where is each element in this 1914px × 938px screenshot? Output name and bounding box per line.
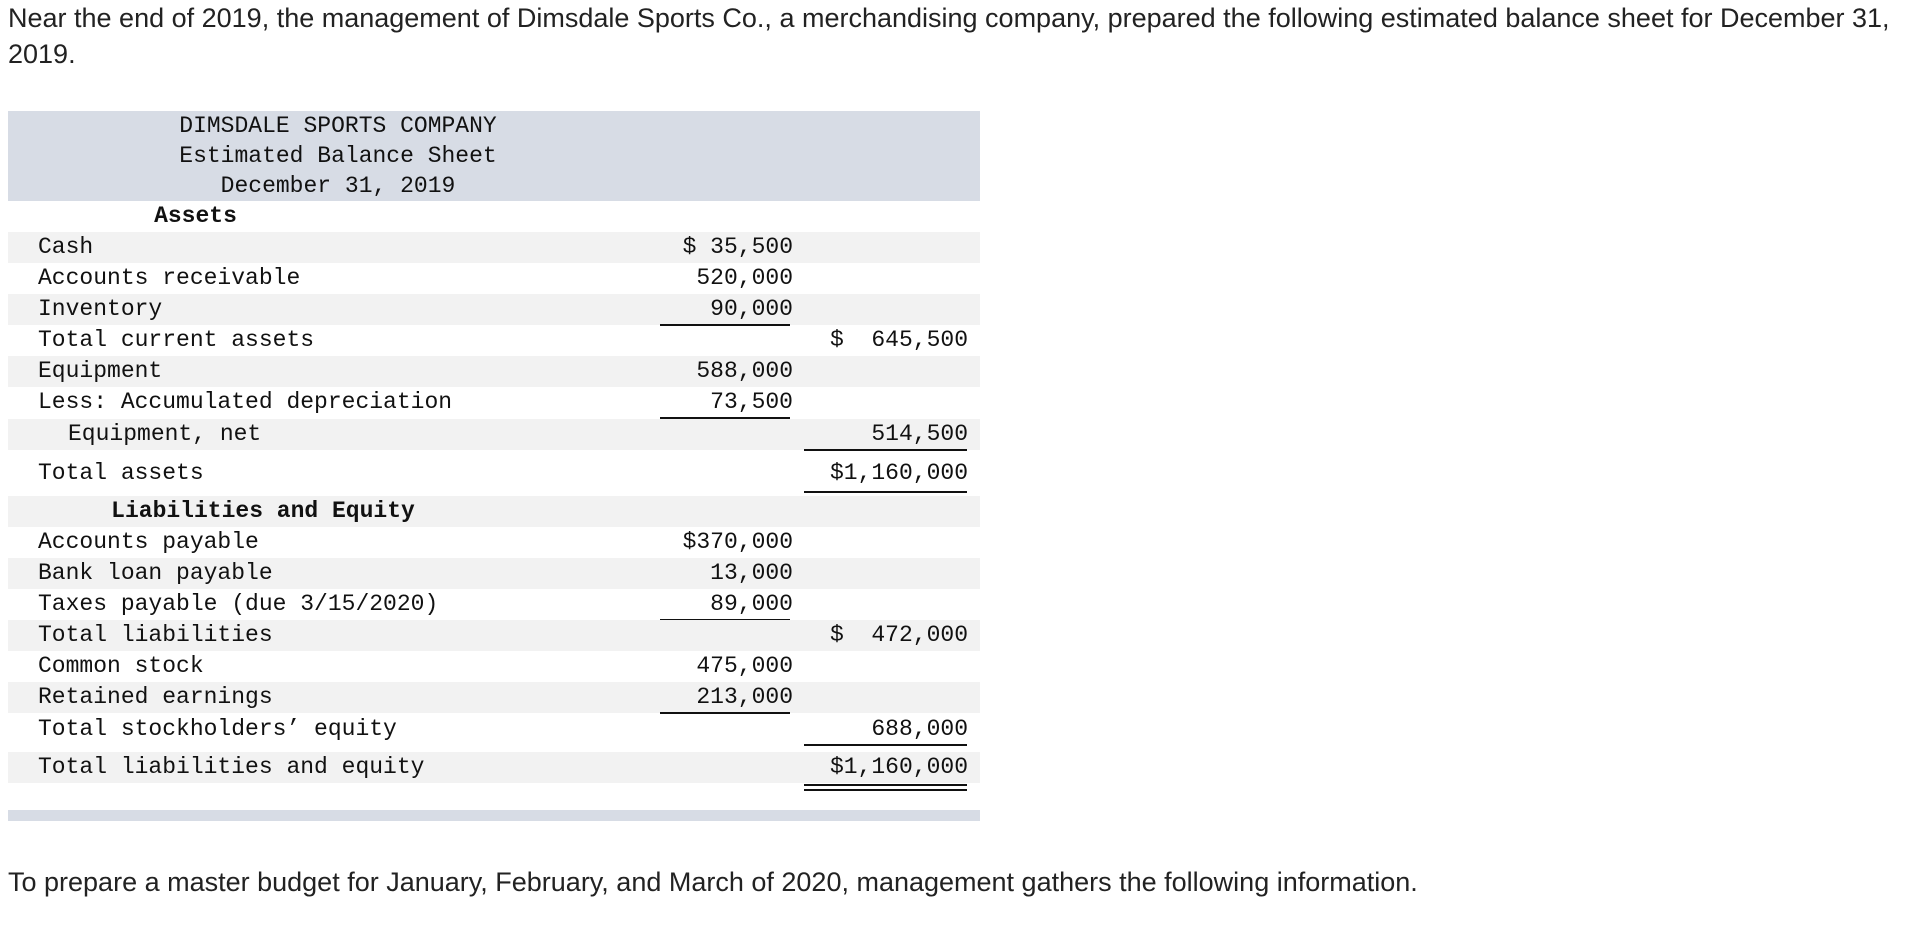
company-name: DIMSDALE SPORTS COMPANY <box>179 113 497 139</box>
row-label: Total current assets <box>38 327 315 353</box>
table-row <box>8 558 980 589</box>
row-total: $ 472,000 <box>829 622 968 648</box>
assets-heading-row <box>8 201 980 232</box>
row-amount: 588,000 <box>696 358 793 384</box>
row-label: Accounts receivable <box>38 265 301 291</box>
row-total: 688,000 <box>871 716 968 742</box>
row-label: Equipment <box>38 358 163 384</box>
row-total: 514,500 <box>871 421 968 447</box>
row-total: $ 645,500 <box>829 327 968 353</box>
row-label: Common stock <box>38 653 204 679</box>
row-label: Total liabilities and equity <box>38 754 425 780</box>
table-row <box>8 714 980 745</box>
table-row <box>8 263 980 294</box>
row-label: Bank loan payable <box>38 560 273 586</box>
total-rule <box>804 449 967 451</box>
row-amount: 213,000 <box>696 684 793 710</box>
table-row <box>8 356 980 387</box>
table-row <box>8 682 980 713</box>
row-label: Inventory <box>38 296 163 322</box>
row-label: Cash <box>38 234 94 260</box>
total-rule <box>804 744 967 746</box>
row-label: Equipment, net <box>68 421 262 447</box>
liabilities-heading-row <box>8 496 980 527</box>
balance-sheet-footer <box>8 810 980 821</box>
row-label: Retained earnings <box>38 684 273 710</box>
row-total: $1,160,000 <box>829 460 968 486</box>
row-amount: 520,000 <box>696 265 793 291</box>
table-row <box>8 294 980 325</box>
table-row <box>8 752 980 783</box>
table-row <box>8 232 980 263</box>
statement-title: Estimated Balance Sheet <box>179 143 497 169</box>
double-rule <box>804 784 967 791</box>
table-row <box>8 325 980 356</box>
statement-date: December 31, 2019 <box>220 173 456 199</box>
table-row <box>8 458 980 489</box>
row-label: Total stockholders’ equity <box>38 716 397 742</box>
table-row <box>8 589 980 620</box>
row-amount: $ 35,500 <box>682 234 793 260</box>
row-total: $1,160,000 <box>829 754 968 780</box>
row-amount: 13,000 <box>710 560 793 586</box>
intro-paragraph: Near the end of 2019, the management of Dimsdale Sports Co., a merchandising company, prepared the following estimated balance sheet for December 31, 2019. <box>8 3 1890 69</box>
row-amount: 73,500 <box>710 389 793 415</box>
table-row <box>8 527 980 558</box>
row-label: Accounts payable <box>38 529 259 555</box>
row-label: Taxes payable (due 3/15/2020) <box>38 591 439 617</box>
row-label: Total assets <box>38 460 204 486</box>
row-amount: $370,000 <box>682 529 793 555</box>
balance-sheet-header <box>8 111 980 201</box>
liabilities-heading: Liabilities and Equity <box>111 498 415 524</box>
row-amount: 90,000 <box>710 296 793 322</box>
row-label: Total liabilities <box>38 622 273 648</box>
row-label: Less: Accumulated depreciation <box>38 389 453 415</box>
table-row <box>8 620 980 651</box>
outro-paragraph: To prepare a master budget for January, February, and March of 2020, management gathers the following information. <box>8 867 1418 897</box>
row-amount: 89,000 <box>710 591 793 617</box>
row-amount: 475,000 <box>696 653 793 679</box>
assets-heading: Assets <box>154 203 237 229</box>
table-row <box>8 419 980 450</box>
table-row <box>8 387 980 418</box>
balance-sheet <box>8 111 980 821</box>
table-row <box>8 651 980 682</box>
